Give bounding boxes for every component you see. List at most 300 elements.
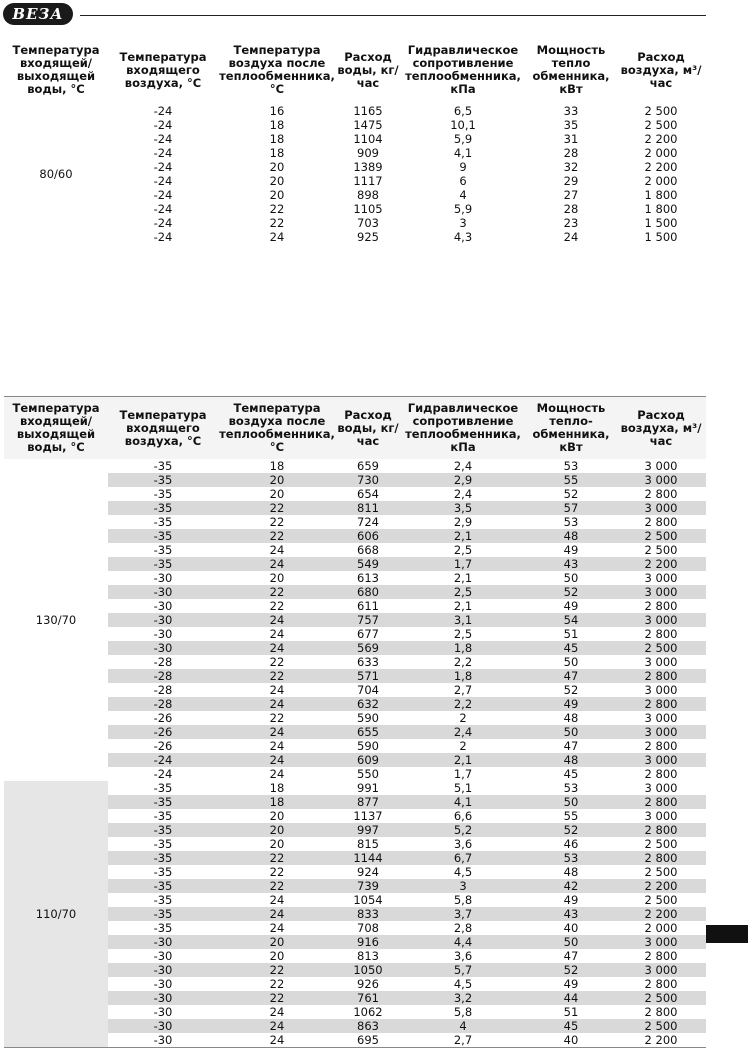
table-cell: -30 (153, 599, 173, 613)
table-cell: -30 (108, 963, 218, 977)
table-cell: 590 (357, 739, 379, 753)
table-row (4, 697, 706, 711)
table-cell: 24 (218, 613, 336, 627)
table-row (4, 739, 706, 753)
table-row (4, 146, 706, 160)
table-cell: 909 (357, 146, 379, 160)
table-cell: 811 (336, 501, 400, 515)
table-cell: 6,5 (453, 104, 473, 118)
table-cell: 55 (563, 809, 579, 823)
table-cell: -28 (108, 697, 218, 711)
table-cell: 50 (563, 655, 579, 669)
table-cell: 3,1 (400, 613, 526, 627)
col-heater-power: Мощность тепло- обменника, кВт (526, 397, 616, 460)
table-cell: 20 (269, 809, 285, 823)
table-row (4, 160, 706, 174)
table-cell: 22 (269, 599, 285, 613)
table-cell: -24 (153, 188, 173, 202)
table-cell: -26 (153, 711, 173, 725)
table-cell: -35 (108, 879, 218, 893)
table-row (4, 132, 706, 146)
table-cell: 704 (357, 683, 379, 697)
table-cell: 1050 (336, 963, 400, 977)
table-cell: 4,3 (453, 230, 473, 244)
table-cell: -35 (153, 865, 173, 879)
table-cell: 3 000 (616, 963, 706, 977)
table-cell: 20 (269, 949, 285, 963)
table-cell: -35 (153, 543, 173, 557)
table-cell: 3 000 (616, 613, 706, 627)
table-cell: 571 (336, 669, 400, 683)
table-row (4, 893, 706, 907)
table-cell: 18 (269, 118, 285, 132)
table-row (4, 515, 706, 529)
table-cell: 590 (357, 711, 379, 725)
table-cell: 2 800 (644, 487, 678, 501)
table-row (4, 1019, 706, 1033)
table-cell: 43 (526, 907, 616, 921)
table-cell: 24 (269, 230, 285, 244)
table-row (4, 613, 706, 627)
col-air-flow: Расход воздуха, м³/час (620, 49, 702, 90)
table-cell: 2 500 (616, 1019, 706, 1033)
table-cell: 51 (563, 1005, 579, 1019)
table-cell: 3 000 (644, 711, 678, 725)
table-cell: 611 (357, 599, 379, 613)
table-cell: 1,8 (400, 669, 526, 683)
table-cell: 3 000 (644, 781, 678, 795)
table-cell: 695 (357, 1033, 379, 1047)
table-cell: 2 800 (644, 977, 678, 991)
table-cell: 22 (218, 669, 336, 683)
table-cell: 31 (563, 132, 579, 146)
table-cell: 924 (357, 865, 379, 879)
table-cell: 24 (218, 1019, 336, 1033)
table-cell: 20 (269, 487, 285, 501)
table-cell: 2 000 (644, 921, 678, 935)
table-cell: 2,5 (453, 627, 473, 641)
table-cell: -35 (108, 851, 218, 865)
table-cell: 5,7 (400, 963, 526, 977)
table-cell: 3 000 (644, 571, 678, 585)
table-cell: 677 (357, 627, 379, 641)
table-cell: 3,6 (453, 949, 473, 963)
table-cell: 22 (269, 655, 285, 669)
table-cell: 2 800 (644, 767, 678, 781)
table-cell: 2 800 (644, 599, 678, 613)
table-cell: 2 800 (616, 697, 706, 711)
table-cell: 45 (526, 1019, 616, 1033)
table-row (4, 837, 706, 851)
table-cell: 4 (400, 1019, 526, 1033)
table-cell: 2,7 (453, 1033, 473, 1047)
table-cell: 48 (563, 865, 579, 879)
table-cell: 20 (218, 935, 336, 949)
table-cell: -30 (153, 1005, 173, 1019)
table-cell: 57 (526, 501, 616, 515)
table-cell: 24 (269, 893, 285, 907)
table-cell: 708 (357, 921, 379, 935)
table-cell: -30 (108, 613, 218, 627)
table-cell: 925 (357, 230, 379, 244)
table-cell: 1144 (336, 851, 400, 865)
table-cell: 2 500 (616, 991, 706, 1005)
table-cell: -35 (153, 893, 173, 907)
table-cell: 2 200 (616, 879, 706, 893)
table-cell: 633 (357, 655, 379, 669)
table-cell: 22 (218, 963, 336, 977)
table-cell: 24 (269, 921, 285, 935)
table-cell: 23 (563, 216, 579, 230)
table-cell: 2,5 (400, 585, 526, 599)
table-cell: 9 (459, 160, 467, 174)
heater-table-130-70-110-70 (4, 396, 706, 1048)
water-temp-group-cell: 110/70 (4, 781, 108, 1048)
table-cell: -35 (153, 837, 173, 851)
table-cell: 2 500 (644, 865, 678, 879)
table-row (4, 188, 706, 202)
water-temp-group-cell: 130/70 (4, 459, 108, 781)
table-cell: 16 (269, 104, 285, 118)
table-cell: 49 (526, 697, 616, 711)
table-cell: 24 (269, 1033, 285, 1047)
table-cell: 5,1 (453, 781, 473, 795)
table-cell: 1389 (353, 160, 383, 174)
table-cell: 47 (563, 949, 579, 963)
col-water-flow: Расход воды, кг/час (336, 397, 400, 460)
table-cell: 55 (526, 473, 616, 487)
table-cell: -30 (108, 935, 218, 949)
table-cell: 22 (218, 501, 336, 515)
table-cell: 2 500 (644, 118, 678, 132)
table-row (4, 907, 706, 921)
table-cell: 1 800 (644, 188, 678, 202)
table-cell: -24 (153, 174, 173, 188)
table-cell: 2,1 (400, 529, 526, 543)
table-cell: 1,7 (453, 767, 473, 781)
table-row (4, 809, 706, 823)
table-cell: 2,1 (400, 753, 526, 767)
table-cell: 28 (563, 202, 579, 216)
table-cell: 2 500 (644, 543, 678, 557)
table-cell: -35 (153, 809, 173, 823)
table-cell: 22 (269, 865, 285, 879)
table-cell: -24 (153, 230, 173, 244)
table-cell: 813 (357, 949, 379, 963)
table-cell: 2 800 (644, 949, 678, 963)
table-cell: 1 800 (644, 202, 678, 216)
table-cell: 3 000 (644, 683, 678, 697)
col-water-flow: Расход воды, кг/час (337, 49, 399, 90)
table-cell: 833 (336, 907, 400, 921)
table-row (4, 879, 706, 893)
col-inlet-air-temp: Температура входящего воздуха, °С (108, 397, 218, 460)
table-cell: 20 (269, 571, 285, 585)
table-cell: 1,8 (400, 641, 526, 655)
table-row (4, 473, 706, 487)
table-cell: 916 (336, 935, 400, 949)
table-cell: 2 800 (616, 795, 706, 809)
table-cell: 5,8 (453, 1005, 473, 1019)
table-cell: 47 (563, 739, 579, 753)
table-row (4, 753, 706, 767)
table-cell: 3 000 (616, 725, 706, 739)
table-cell: 3,7 (400, 907, 526, 921)
table-row (4, 487, 706, 501)
table-cell: -24 (153, 132, 173, 146)
table-row (4, 230, 706, 244)
table-cell: 53 (526, 851, 616, 865)
table-cell: 4,5 (453, 865, 473, 879)
table-cell: 3 000 (616, 935, 706, 949)
table-cell: -35 (153, 781, 173, 795)
table-cell: 2,4 (400, 725, 526, 739)
table-cell: 32 (563, 160, 579, 174)
table-cell: -26 (108, 725, 218, 739)
table-cell: 668 (357, 543, 379, 557)
table-cell: -24 (153, 146, 173, 160)
table-cell: 4,5 (453, 977, 473, 991)
table-cell: 18 (218, 795, 336, 809)
logo-text: ВЕЗА (12, 5, 64, 23)
col-water-temp: Температура входящей/ выходящей воды, °С (4, 397, 108, 460)
table-cell: 926 (357, 977, 379, 991)
table-row (4, 557, 706, 571)
table-row (4, 216, 706, 230)
table-cell: 24 (218, 907, 336, 921)
table-cell: 3 000 (616, 753, 706, 767)
table-row (4, 781, 706, 795)
table-cell: -35 (153, 487, 173, 501)
table-row (4, 174, 706, 188)
table-row (4, 711, 706, 725)
table-cell: 24 (218, 753, 336, 767)
table-cell: -28 (153, 683, 173, 697)
table-cell: 2 200 (616, 557, 706, 571)
table-cell: 5,9 (453, 202, 473, 216)
table-cell: -30 (108, 585, 218, 599)
col-hydraulic-resistance: Гидравлическое сопротивление теплообменника, кПа (400, 397, 526, 460)
table-cell: 54 (526, 613, 616, 627)
table-cell: 5,8 (453, 893, 473, 907)
table-cell: 2,4 (453, 487, 473, 501)
table-cell: 680 (336, 585, 400, 599)
table-cell: 2,5 (453, 543, 473, 557)
table-row (4, 823, 706, 837)
table-cell: 3 000 (616, 585, 706, 599)
table-row (4, 921, 706, 935)
table-row (4, 627, 706, 641)
table-row (4, 529, 706, 543)
table-cell: 606 (336, 529, 400, 543)
table-cell: -30 (108, 641, 218, 655)
table-row (4, 104, 706, 118)
table-cell: 22 (269, 515, 285, 529)
table-cell: -28 (153, 655, 173, 669)
table-row (4, 655, 706, 669)
table-cell: 1137 (353, 809, 383, 823)
table-cell: -35 (108, 529, 218, 543)
table-cell: 2 500 (644, 837, 678, 851)
table-cell: 2 800 (616, 823, 706, 837)
table-cell: 6,6 (453, 809, 473, 823)
table-cell: -30 (153, 627, 173, 641)
table-cell: -35 (153, 515, 173, 529)
table-cell: 549 (336, 557, 400, 571)
table-cell: 50 (526, 935, 616, 949)
table-cell: 47 (526, 669, 616, 683)
table-cell: 2 800 (644, 739, 678, 753)
table-cell: -35 (153, 921, 173, 935)
table-cell: 3,5 (400, 501, 526, 515)
table-cell: -30 (153, 949, 173, 963)
table-cell: -24 (153, 104, 173, 118)
table-cell: 43 (526, 557, 616, 571)
table-cell: -24 (153, 767, 173, 781)
table-cell: 49 (563, 599, 579, 613)
table-cell: 4,4 (400, 935, 526, 949)
table-cell: 2 (459, 739, 467, 753)
table-cell: 24 (218, 641, 336, 655)
col-air-flow: Расход воздуха, м³/час (616, 397, 706, 460)
table-cell: -26 (153, 739, 173, 753)
table-row (4, 977, 706, 991)
page-edge-tab (706, 925, 748, 943)
table-cell: 48 (526, 529, 616, 543)
table-cell: 1054 (353, 893, 383, 907)
table-cell: 550 (357, 767, 379, 781)
table-cell: 997 (336, 823, 400, 837)
table-row (4, 795, 706, 809)
table-cell: 2 500 (644, 104, 678, 118)
table-cell: -24 (153, 160, 173, 174)
table-row (4, 641, 706, 655)
table-row (4, 118, 706, 132)
table-cell: 2 200 (644, 1033, 678, 1047)
table-row (4, 459, 706, 473)
table-cell: 1475 (353, 118, 383, 132)
table-cell: 2 800 (644, 515, 678, 529)
table-cell: 1 500 (644, 216, 678, 230)
table-cell: 27 (563, 188, 579, 202)
table-cell: -24 (153, 202, 173, 216)
table-cell: -24 (153, 118, 173, 132)
table-cell: 2 200 (644, 132, 678, 146)
table-cell: 2 800 (644, 627, 678, 641)
table-cell: 1105 (353, 202, 383, 216)
table-cell: -30 (153, 977, 173, 991)
col-inlet-air-temp: Температура входящего воздуха, °С (119, 49, 207, 90)
table-cell: 6 (459, 174, 467, 188)
table-cell: 22 (218, 529, 336, 543)
table-cell: 2,8 (453, 921, 473, 935)
table-row (4, 865, 706, 879)
table-cell: 46 (563, 837, 579, 851)
page-header (0, 0, 748, 32)
table-cell: 2 200 (616, 907, 706, 921)
table-cell: 40 (563, 1033, 579, 1047)
company-logo (3, 3, 73, 25)
table-cell: 609 (336, 753, 400, 767)
table-row (4, 991, 706, 1005)
table-cell: 724 (357, 515, 379, 529)
col-hydraulic-resistance: Гидравлическое сопротивление теплообменника, кПа (405, 43, 521, 96)
table-cell: 2 500 (616, 529, 706, 543)
table-cell: 24 (563, 230, 579, 244)
table-cell: 991 (357, 781, 379, 795)
table-cell: 18 (269, 132, 285, 146)
table-cell: 22 (269, 977, 285, 991)
table-cell: 50 (563, 571, 579, 585)
header-divider (80, 15, 706, 16)
table-cell: 45 (526, 641, 616, 655)
table-row (4, 669, 706, 683)
table-cell: -30 (153, 571, 173, 585)
table-cell: 24 (269, 739, 285, 753)
table-cell: 3 (400, 879, 526, 893)
table-cell: 52 (526, 963, 616, 977)
table-cell: 49 (563, 977, 579, 991)
table-cell: -35 (108, 823, 218, 837)
table-cell: 2,9 (453, 515, 473, 529)
table-cell: 22 (269, 216, 285, 230)
table-cell: 53 (563, 459, 579, 473)
table-cell: 4,1 (453, 146, 473, 160)
table-cell: 632 (336, 697, 400, 711)
table-cell: 24 (269, 683, 285, 697)
table-cell: 20 (218, 823, 336, 837)
table-cell: 6,7 (400, 851, 526, 865)
table-cell: 42 (526, 879, 616, 893)
table-cell: 49 (563, 893, 579, 907)
table-cell: 20 (269, 837, 285, 851)
table-cell: 569 (336, 641, 400, 655)
table-cell: 50 (526, 795, 616, 809)
table-row (4, 767, 706, 781)
table-cell: 22 (218, 585, 336, 599)
table-cell: -35 (108, 557, 218, 571)
table-cell: 655 (336, 725, 400, 739)
table-row (4, 1033, 706, 1048)
table-cell: 10,1 (450, 118, 476, 132)
table-row (4, 851, 706, 865)
table-cell: 51 (563, 627, 579, 641)
table-cell: 613 (357, 571, 379, 585)
table-cell: 761 (336, 991, 400, 1005)
table-cell: 48 (526, 753, 616, 767)
table-cell: -30 (108, 1019, 218, 1033)
table-cell: 1 500 (644, 230, 678, 244)
table-row (4, 725, 706, 739)
table-cell: 44 (526, 991, 616, 1005)
table-cell: 22 (218, 851, 336, 865)
table-cell: -28 (108, 669, 218, 683)
table-cell: 1104 (353, 132, 383, 146)
table-cell: 50 (526, 725, 616, 739)
table-cell: 2,7 (453, 683, 473, 697)
table-cell: 48 (563, 711, 579, 725)
table-cell: 3 000 (644, 459, 678, 473)
col-outlet-air-temp: Температура воздуха после теплообменника, °С (218, 397, 336, 460)
table-cell: 20 (269, 174, 285, 188)
table-cell: 24 (218, 557, 336, 571)
table-cell: 52 (563, 487, 579, 501)
table-cell: 24 (269, 767, 285, 781)
table-cell: 5,9 (453, 132, 473, 146)
table-row (4, 963, 706, 977)
table-cell: 815 (357, 837, 379, 851)
table-cell: 35 (563, 118, 579, 132)
